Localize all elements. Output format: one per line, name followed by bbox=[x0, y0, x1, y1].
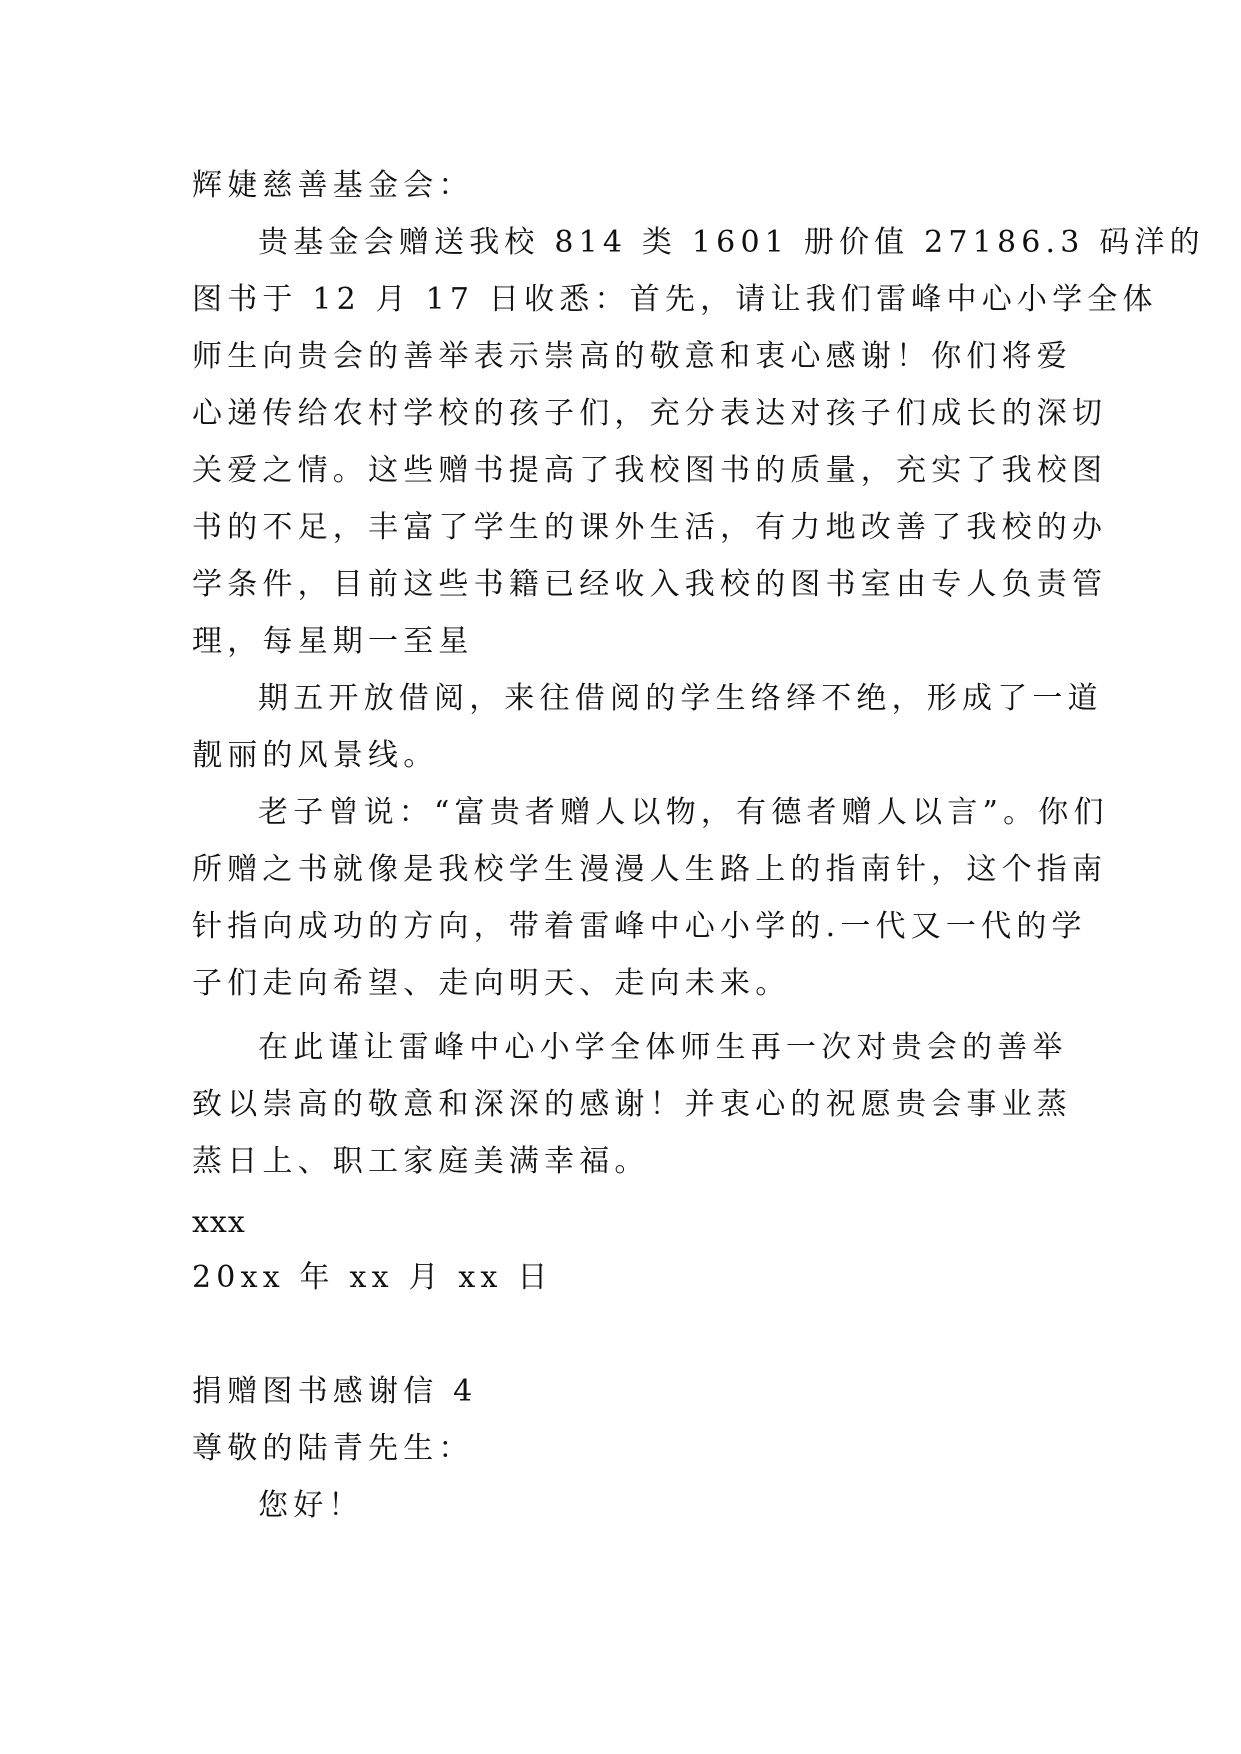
paragraph3-line-2: 所赠之书就像是我校学生漫漫人生路上的指南针，这个指南 bbox=[192, 852, 1108, 887]
paragraph1-line-6: 书的不足，丰富了学生的课外生活，有力地改善了我校的办 bbox=[192, 510, 1108, 545]
signature: xxx bbox=[192, 1205, 246, 1240]
paragraph1-line-5: 关爱之情。这些赠书提高了我校图书的质量，充实了我校图 bbox=[192, 453, 1108, 488]
paragraph4-line-3: 蒸日上、职工家庭美满幸福。 bbox=[192, 1144, 650, 1179]
next-letter-title: 捐赠图书感谢信 4 bbox=[192, 1374, 478, 1409]
salutation: 辉婕慈善基金会： bbox=[192, 168, 474, 203]
paragraph3-line-1: 老子曾说：“富贵者赠人以物，有德者赠人以言”。你们 bbox=[258, 795, 1109, 830]
paragraph3-line-4: 子们走向希望、走向明天、走向未来。 bbox=[192, 966, 791, 1001]
paragraph1-line-7: 学条件，目前这些书籍已经收入我校的图书室由专人负责管 bbox=[192, 567, 1108, 602]
next-letter-salutation: 尊敬的陆青先生： bbox=[192, 1431, 474, 1466]
paragraph2-line-2: 靓丽的风景线。 bbox=[192, 738, 439, 773]
paragraph3-line-3: 针指向成功的方向，带着雷峰中心小学的.一代又一代的学 bbox=[192, 909, 1087, 944]
paragraph1-line-1: 贵基金会赠送我校 814 类 1601 册价值 27186.3 码洋的 bbox=[258, 225, 1205, 260]
paragraph4-line-1: 在此谨让雷峰中心小学全体师生再一次对贵会的善举 bbox=[258, 1030, 1068, 1065]
paragraph1-line-2: 图书于 12 月 17 日收悉：首先，请让我们雷峰中心小学全体 bbox=[192, 282, 1158, 317]
paragraph1-line-8: 理，每星期一至星 bbox=[192, 624, 474, 659]
paragraph1-line-3: 师生向贵会的善举表示崇高的敬意和衷心感谢！你们将爱 bbox=[192, 339, 1072, 374]
next-letter-greeting: 您好！ bbox=[258, 1488, 364, 1523]
date-line: 20xx 年 xx 月 xx 日 bbox=[192, 1260, 553, 1295]
paragraph1-line-4: 心递传给农村学校的孩子们，充分表达对孩子们成长的深切 bbox=[192, 396, 1108, 431]
paragraph2-line-1: 期五开放借阅，来往借阅的学生络绎不绝，形成了一道 bbox=[258, 681, 1103, 716]
paragraph4-line-2: 致以崇高的敬意和深深的感谢！并衷心的祝愿贵会事业蒸 bbox=[192, 1087, 1072, 1122]
